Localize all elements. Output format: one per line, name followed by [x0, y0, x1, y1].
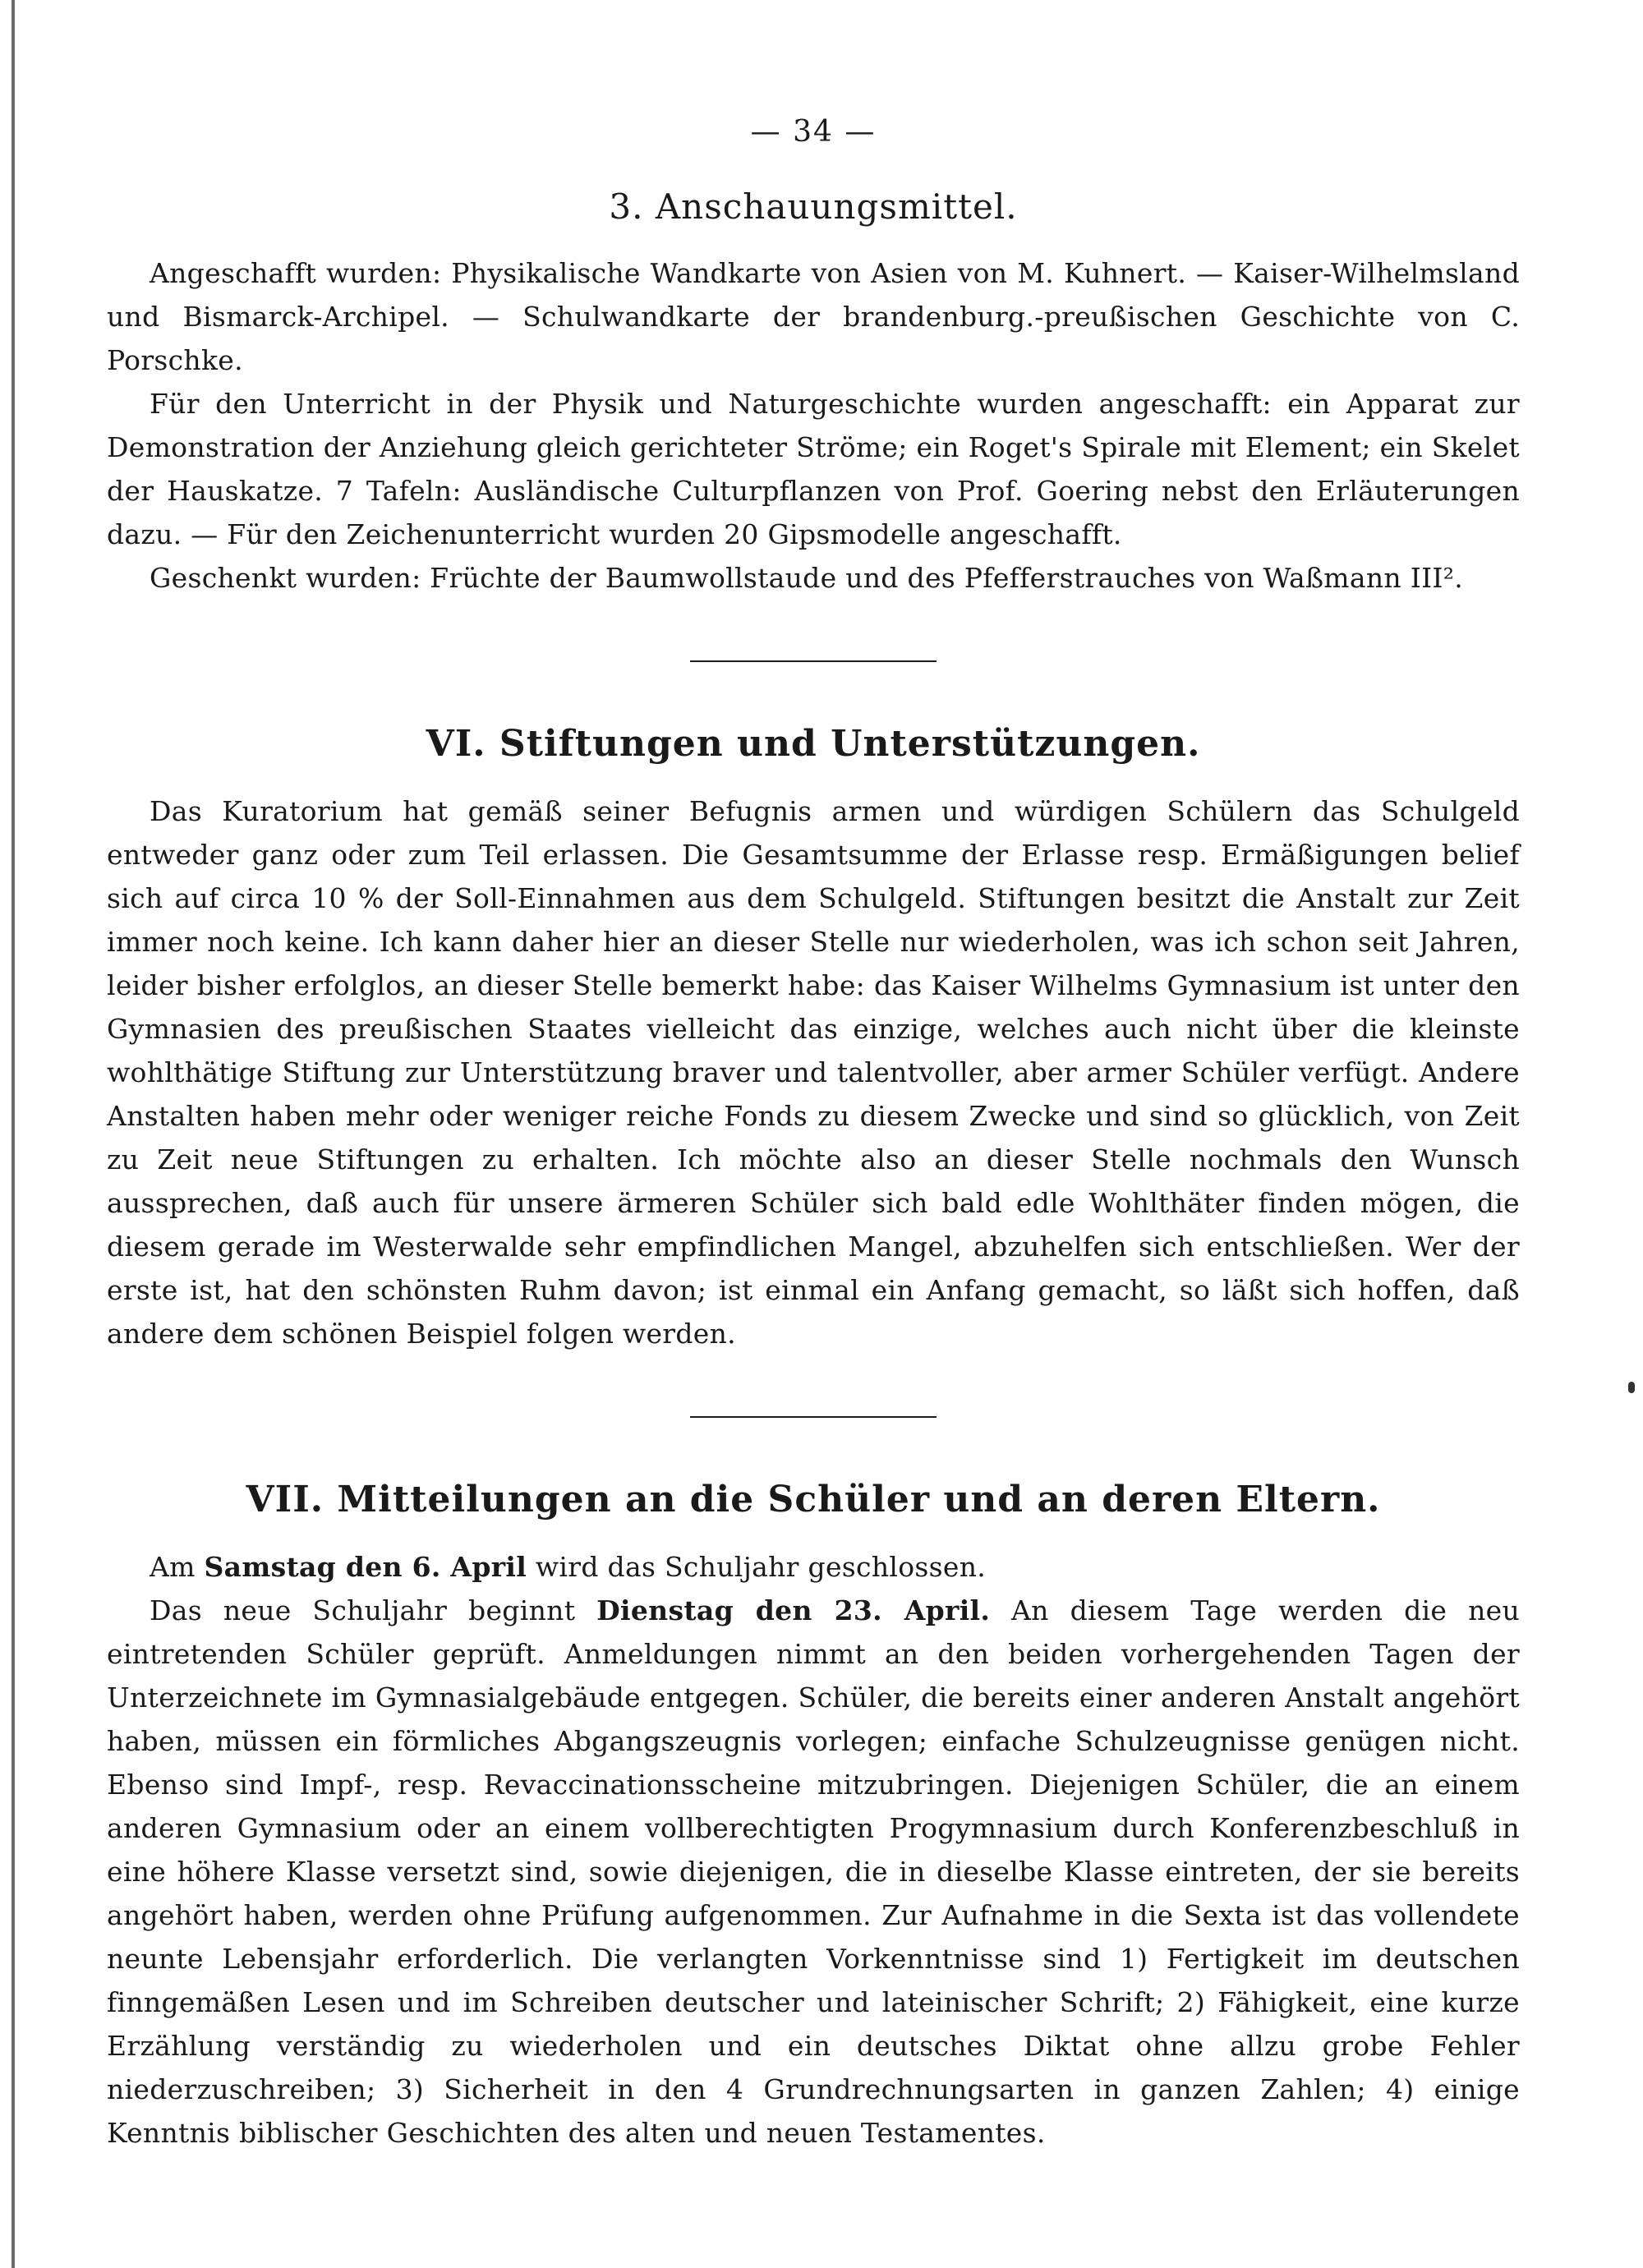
start-prefix: Das neue Schuljahr beginnt [150, 1594, 576, 1626]
section-7-paragraph-1 [107, 1545, 1520, 1589]
section-6-heading: VI. Stiftungen und Unterstützungen. [426, 723, 1201, 765]
ink-speck [1628, 1382, 1635, 1393]
closing-suffix: wird das Schuljahr geschlossen. [535, 1551, 987, 1583]
section-6-paragraph: Das Kuratorium hat gemäß seiner Befugnis armen und würdigen Schülern das Schulgeld entweder ganz oder zum Teil erlassen. Die Gesamtsumme der Erlasse resp. Ermäßigungen belief sich auf circa 10 % der Soll-Einnahmen aus dem Schulgeld. Stiftungen besitzt die Anstalt zur Zeit immer noch keine. Ich kann daher hier an dieser Stelle nur wiederholen, was ich schon seit Jahren, leider bisher erfolglos, an dieser Stelle bemerkt habe: das Kaiser Wilhelms Gymnasium ist unter den Gymnasien des preußischen Staates vielleicht das einzige, welches auch nicht über die kleinste wohlthätige Stiftung zur Unterstützung braver und talentvoller, aber armer Schüler verfügt. Andere Anstalten haben mehr oder weniger reiche Fonds zu diesem Zwecke und sind so glücklich, von Zeit zu Zeit neue Stiftungen zu erhalten. Ich möchte also an dieser Stelle nochmals den Wunsch aussprechen, daß auch für unsere ärmeren Schüler sich bald edle Wohlthäter finden mögen, die diesem gerade im Westerwalde sehr empfindlichen Mangel, abzuhelfen sich entschließen. Wer der erste ist, hat den schönsten Ruhm davon; ist einmal ein Anfang gemacht, so läßt sich hoffen, daß andere dem schönen Beispiel folgen werden. [107, 795, 1520, 1350]
section-3-heading: 3. Anschauungsmittel. [609, 186, 1018, 227]
section-anschauungsmittel [107, 186, 1520, 600]
start-date: Dienstag den 23. April. [596, 1594, 991, 1626]
section-3-paragraph-2: Für den Unterricht in der Physik und Naturgeschichte wurden angeschafft: ein Apparat zur Demonstration der Anziehung gleich gerichteter Ströme; ein Roget's Spirale mit Element; ein Skelet der Hauskatze. 7 Tafeln: Ausländische Culturpflanzen von Prof. Goering nebst den Erläuterungen dazu. — Für den Zeichenunterricht wurden 20 Gipsmodelle angeschafft. [107, 388, 1520, 550]
section-divider [690, 660, 937, 662]
closing-prefix: Am [150, 1551, 196, 1583]
document-page [107, 115, 1520, 2155]
page-number: — 34 — [750, 115, 877, 149]
section-7-heading: VII. Mitteilungen an die Schüler und an deren Eltern. [246, 1479, 1381, 1520]
section-stiftungen [107, 723, 1520, 1355]
start-suffix: An diesem Tage werden die neu eintretenden Schüler geprüft. Anmeldungen nimmt an den beiden vorhergehenden Tagen der Unterzeichnete im Gymnasialgebäude entgegen. Schüler, die bereits einer anderen Anstalt angehört haben, müssen ein förmliches Abgangszeugnis vorlegen; einfache Schulzeugnisse genügen nicht. Ebenso sind Impf-, resp. Revaccinationsscheine mitzubringen. Diejenigen Schüler, die an einem anderen Gymnasium oder an einem vollberechtigten Progymnasium durch Konferenzbeschluß in eine höhere Klasse versetzt sind, sowie diejenigen, die in dieselbe Klasse eintreten, der sie bereits angehört haben, werden ohne Prüfung aufgenommen. Zur Aufnahme in die Sexta ist das vollendete neunte Lebensjahr erforderlich. Die verlangten Vorkenntnisse sind 1) Fertigkeit im deutschen finngemäßen Lesen und im Schreiben deutscher und lateinischer Schrift; 2) Fähigkeit, eine kurze Erzählung verständig zu wiederholen und ein deutsches Diktat ohne allzu grobe Fehler niederzuschreiben; 3) Sicherheit in den 4 Grundrechnungsarten in ganzen Zahlen; 4) einige Kenntnis biblischer Geschichten des alten und neuen Testamentes. [107, 1594, 1521, 2149]
section-3-paragraph-3: Geschenkt wurden: Früchte der Baumwollstaude und des Pfefferstrauches von Waßmann III². [150, 562, 1464, 594]
section-divider [690, 1416, 937, 1418]
page-binding-edge [12, 0, 15, 2268]
section-mitteilungen [107, 1479, 1520, 2155]
section-7-paragraph-2 [107, 1589, 1520, 2155]
closing-date: Samstag den 6. April [204, 1551, 527, 1583]
section-3-paragraph-1: Angeschafft wurden: Physikalische Wandkarte von Asien von M. Kuhnert. — Kaiser-Wilhelmsland und Bismarck-Archipel. — Schulwandkarte der brandenburg.-preußischen Geschichte von C. Porschke. [107, 257, 1520, 376]
